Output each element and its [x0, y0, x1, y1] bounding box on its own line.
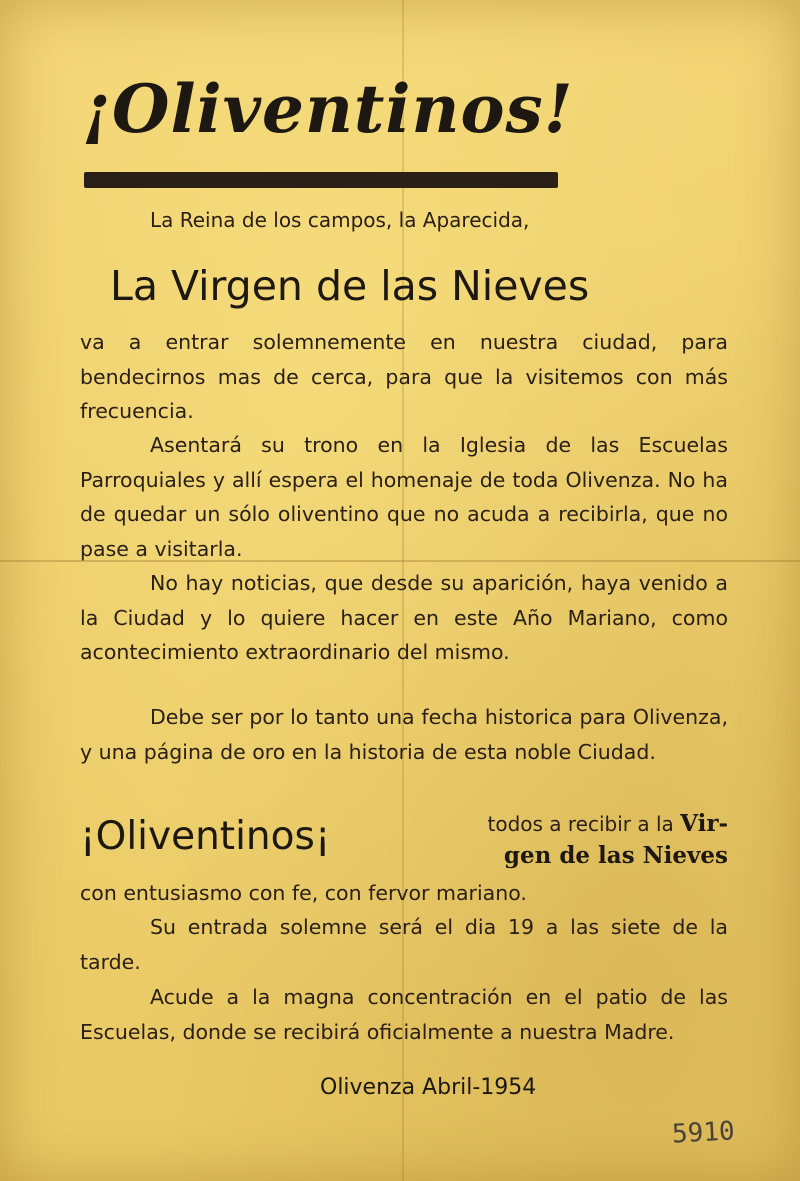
subtitle: La Reina de los campos, la Aparecida, [150, 208, 530, 232]
callout-line-1-text: todos a recibir a la [487, 812, 674, 836]
paragraph: Acude a la magna concentración en el patio de las Escuelas, donde se recibirá oficialmente a nuestra Madre. [80, 985, 728, 1044]
callout-line-2: gen de las Nieves [503, 842, 728, 869]
title-underline [84, 172, 558, 188]
archive-number: 5910 [671, 1116, 736, 1150]
paragraph: Asentará su trono en la Iglesia de las Escuelas Parroquiales y allí espera el homenaje de toda Olivenza. No ha de quedar un sólo oliventino que no acuda a recibirla, que no pase a visitarla. [80, 433, 728, 561]
paragraph: No hay noticias, que desde su aparición, haya venido a la Ciudad y lo quiere hacer en este Año Mariano, como acontecimiento extraordinario del mismo. [80, 571, 728, 664]
paragraph: va a entrar solemnemente en nuestra ciudad, para bendecirnos mas de cerca, para que la visitemos con más frecuencia. [80, 330, 728, 423]
heading-virgen: La Virgen de las Nieves [110, 262, 590, 310]
callout-block [80, 806, 730, 876]
callout-exclamation: ¡Oliventinos¡ [80, 814, 331, 859]
callout-line-1-bold: Vir- [680, 810, 728, 837]
paragraph: Debe ser por lo tanto una fecha historica para Olivenza, y una página de oro en la historia de esta noble Ciudad. [80, 705, 728, 764]
leaflet-title: ¡Oliventinos! [82, 70, 574, 148]
callout-line-1 [402, 810, 728, 837]
date-line: Olivenza Abril-1954 [320, 1075, 537, 1100]
paragraph: Su entrada solemne será el dia 19 a las siete de la tarde. [80, 915, 728, 974]
paragraph: con entusiasmo con fe, con fervor mariano. [80, 881, 527, 905]
